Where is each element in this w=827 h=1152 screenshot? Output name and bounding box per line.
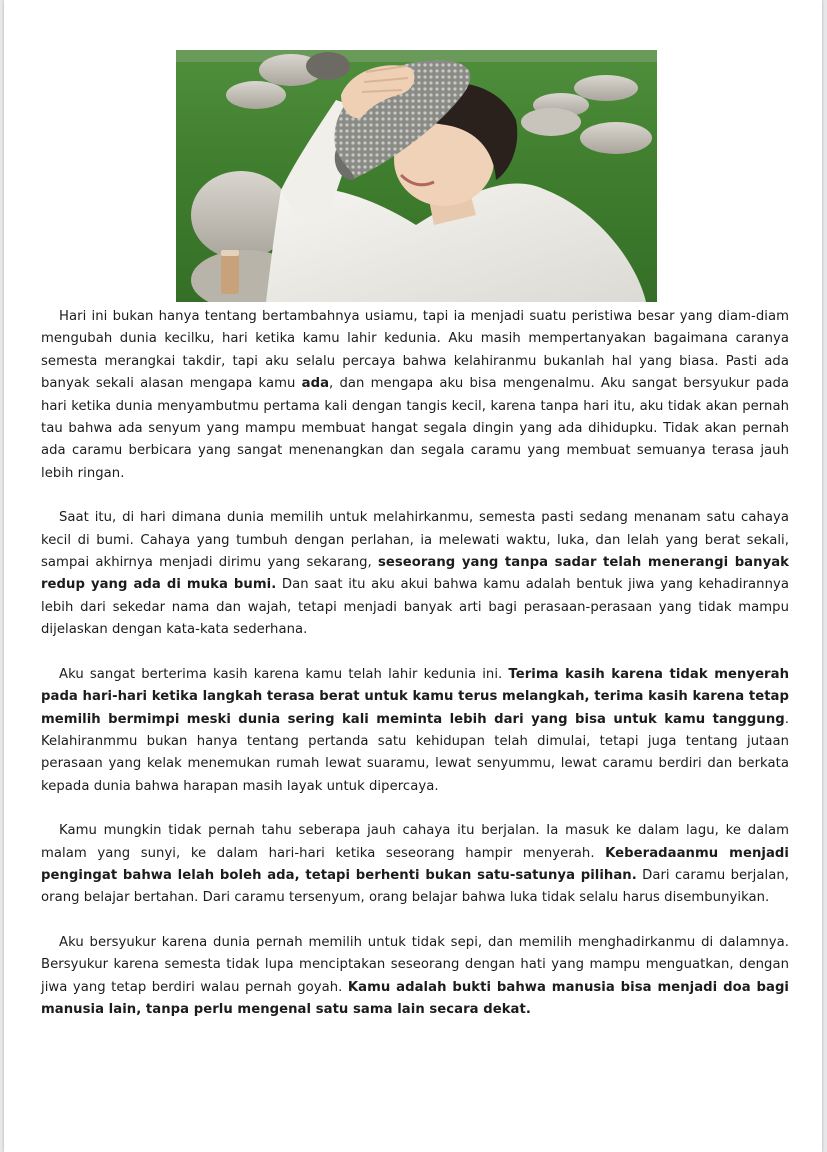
- emphasis-text: Terima kasih karena tidak menyerah pada hari-hari ketika langkah terasa berat untuk kamu terus melangkah, terima kasih karena tetap memilih bermimpi meski dunia sering kali meminta lebih dari yang bisa untuk kamu tanggung: [41, 666, 790, 727]
- portrait-photo-icon: [176, 50, 657, 302]
- paragraph-text: Kamu mungkin tidak pernah tahu seberapa jauh cahaya itu berjalan. Ia masuk ke dalam lagu, ke dalam malam yang sunyi, ke dalam hari-hari ketika seseorang hampir menyerah.: [41, 823, 789, 861]
- paragraph-text: Aku bersyukur karena dunia pernah memilih untuk tidak sepi, dan memilih menghadirkanmu di dalamnya. Bersyukur karena semesta tidak lupa menciptakan seseorang dengan hati yang mampu menguatkan, dengan jiwa yang tetap berdiri walau pernah goyah.: [41, 934, 789, 995]
- paragraph-text: Saat itu, di hari dimana dunia memilih untuk melahirkanmu, semesta pasti sedang menanam satu cahaya kecil di bumi. Cahaya yang tumbuh dengan perlahan, ia melewati waktu, luka, dan lelah yang berat sekali, sampai akhirnya menjadi dirimu yang sekarang,: [41, 510, 789, 571]
- document-page: [4, 0, 822, 1152]
- portrait-photo: [176, 50, 657, 302]
- paragraph-text: Aku sangat berterima kasih karena kamu telah lahir kedunia ini.: [59, 666, 509, 682]
- paragraph-text: Dan saat itu aku akui bahwa kamu adalah bentuk jiwa yang kehadirannya lebih dari sekedar nama dan wajah, tetapi menjadi banyak arti bagi perasaan-perasaan yang tidak mampu dijelaskan dengan kata-kata sederhana.: [41, 577, 789, 638]
- emphasis-text: Keberadaanmu menjadi pengingat bahwa lelah boleh ada, tetapi berhenti bukan satu-satunya pilihan.: [41, 845, 789, 883]
- paragraph-4: [41, 820, 789, 910]
- paragraph-text: Hari ini bukan hanya tentang bertambahnya usiamu, tapi ia menjadi suatu peristiwa besar yang diam-diam mengubah dunia kecilku, hari ketika kamu lahir kedunia. Aku masih mempertanyakan bagaimana caranya semesta merangkai takdir, tapi aku selalu percaya bahwa kelahiranmu bukanlah hal yang biasa. Pasti ada banyak sekali alasan mengapa kamu: [41, 309, 789, 392]
- paragraph-text: , dan mengapa aku bisa mengenalmu. Aku sangat bersyukur pada hari ketika dunia menyambutmu pertama kali dengan tangis kecil, karena tanpa hari itu, aku tidak akan pernah tau bahwa ada senyum yang mampu membuat hangat segala dingin yang ada dihidupku. Tidak akan pernah ada caramu berbicara yang sangat menenangkan dan segala caramu yang membuat semuanya terasa jauh lebih ringan.: [41, 376, 790, 481]
- paragraph-text: . Kelahiranmmu bukan hanya tentang pertanda satu kehidupan telah dimulai, tetapi juga tentang jutaan perasaan yang kelak menemukan rumah lewat suaramu, lewat senyummu, lewat caramu berdiri dan berkata kepada dunia bahwa harapan masih layak untuk dipercaya.: [41, 711, 789, 794]
- emphasis-text: seseorang yang tanpa sadar telah menerangi banyak redup yang ada di muka bumi.: [41, 555, 789, 593]
- paragraph-text: Dari caramu berjalan, orang belajar bertahan. Dari caramu tersenyum, orang belajar bahwa luka tidak selalu harus disembunyikan.: [41, 867, 789, 906]
- paragraph-3: [41, 664, 789, 798]
- paragraph-1: [41, 306, 789, 485]
- emphasis-text: ada: [301, 376, 330, 392]
- emphasis-text: Kamu adalah bukti bahwa manusia bisa menjadi doa bagi manusia lain, tanpa perlu mengenal satu sama lain secara dekat.: [41, 979, 790, 1017]
- paragraph-5: [41, 932, 789, 1022]
- letter-body: [41, 306, 789, 1043]
- paragraph-2: [41, 507, 789, 641]
